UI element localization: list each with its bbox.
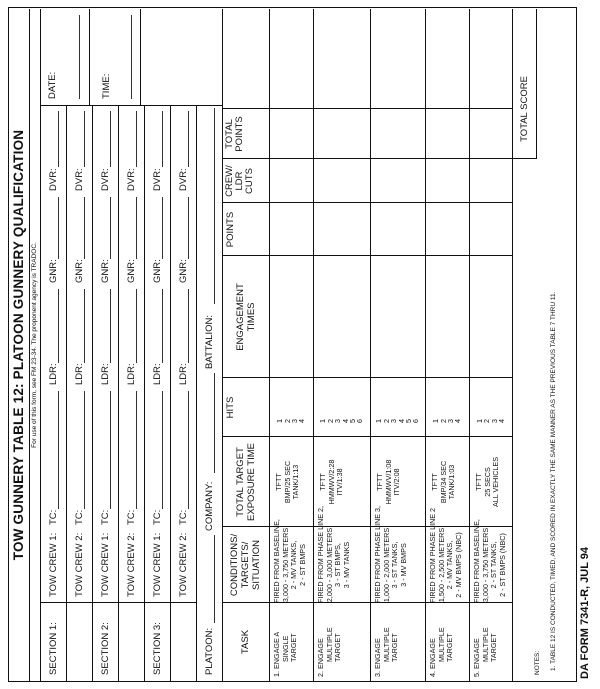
rule-line (222, 9, 223, 681)
exposure-time-text: 25 SECS (482, 467, 492, 497)
hit-number: 2 (282, 419, 292, 423)
hit-number: 3 (489, 419, 499, 423)
ldr-label: LDR: (74, 363, 85, 385)
company-label: COMPANY: (204, 481, 215, 531)
hit-number: 1 (318, 419, 328, 423)
form-subtitle: For use of this form, see FM 23-34. The proponent agency is TRADOC. (31, 242, 38, 448)
task-description: TARGET (289, 633, 299, 662)
exposure-time-text: BMP/34 SEC (438, 460, 448, 504)
dvr-label: DVR: (74, 168, 85, 191)
conditions-text: 2 - MV TANKS, (445, 540, 455, 590)
rule-line (89, 9, 90, 106)
exposure-time-text: TFTT (274, 473, 283, 491)
task-description: TARGET (445, 633, 455, 662)
crew-ldr-cuts-header: CUTS (244, 168, 255, 194)
conditions-text: 2,000 - 3,000 METERS (324, 527, 334, 603)
dvr-label: DVR: (152, 168, 163, 191)
ldr-field[interactable] (58, 289, 59, 363)
hit-number: 2 (482, 419, 492, 423)
tc-label: TC: (48, 509, 59, 525)
dvr-field[interactable] (110, 111, 111, 167)
task-description: MULTIPLE (480, 627, 490, 662)
rule-line (512, 158, 536, 159)
platoon-field[interactable] (214, 535, 215, 623)
gnr-label: GNR: (48, 259, 59, 283)
tow-crew-label: TOW CREW 2: (178, 532, 189, 597)
exposure-time-text: ITV/1:38 (335, 468, 345, 496)
section-label: SECTION 3: (152, 622, 163, 675)
conditions-text: FIRED FROM PHASE LINE 3, (373, 505, 382, 603)
gnr-label: GNR: (100, 259, 111, 283)
tc-label: TC: (74, 509, 85, 525)
conditions-text: 2 - ST TANKS, (489, 541, 499, 589)
hit-number: 4 (453, 419, 463, 423)
ldr-label: LDR: (178, 363, 189, 385)
hit-number: 1 (474, 419, 484, 423)
exposure-time-text: TFTT (318, 473, 327, 491)
conditions-text: 3 - ST TANKS, (390, 541, 400, 589)
hit-number: 4 (340, 419, 350, 423)
conditions-text: 2 - ST BMPS (297, 544, 307, 586)
battalion-label: BATTALION: (204, 314, 215, 369)
gunnery-qualification-form (8, 7, 577, 682)
crew-ldr-cuts-header: LDR (234, 171, 245, 191)
task-description: 4. ENGAGE (428, 638, 437, 677)
gnr-label: GNR: (74, 259, 85, 283)
ldr-label: LDR: (48, 363, 59, 385)
ldr-label: LDR: (100, 363, 111, 385)
conditions-text: 1,000 - 2,000 METERS (381, 527, 391, 603)
rule-line (140, 9, 141, 106)
exposure-time-text: HMMWV/2:28 (326, 459, 336, 505)
conditions-text: 2 - ST BMPS (NBC) (497, 533, 507, 597)
hit-number: 3 (446, 419, 455, 423)
conditions-text: 3 - MV TANKS (341, 541, 351, 589)
rule-line (370, 9, 371, 681)
gnr-field[interactable] (188, 197, 189, 259)
tow-crew-label: TOW CREW 2: (126, 532, 137, 597)
dvr-field[interactable] (58, 111, 59, 167)
total-points-header: TOTAL (224, 119, 235, 149)
rule-line (269, 9, 270, 681)
task-description: MULTIPLE (436, 627, 446, 662)
tc-field[interactable] (188, 391, 189, 509)
exposure-time-text: TFTT (474, 473, 483, 491)
hit-number: 3 (290, 419, 299, 423)
exposure-time-text: TFTT (430, 473, 439, 491)
hits-header: HITS (225, 396, 236, 419)
task-description: 5. ENGAGE (472, 638, 481, 677)
ldr-field[interactable] (188, 289, 189, 363)
notes-label: NOTES: (534, 650, 541, 675)
conditions-text: FIRED FROM BASELINE, (272, 519, 281, 603)
exposure-time-text: ITV/2:08 (392, 468, 402, 496)
hit-number: 1 (275, 419, 285, 423)
rule-line (118, 106, 119, 681)
hit-number: 5 (347, 419, 357, 423)
conditions-text: 2 - MV TANKS, (289, 540, 299, 590)
hit-number: 6 (411, 419, 421, 423)
conditions-text: FIRED FROM PHASE LINE 2 (428, 507, 437, 603)
dvr-label: DVR: (178, 168, 189, 191)
rule-line (469, 9, 470, 681)
rule-line (536, 9, 537, 159)
ldr-label: LDR: (126, 363, 137, 385)
conditions-text: 3,000 - 3,750 METERS (280, 527, 290, 603)
dvr-field[interactable] (188, 111, 189, 167)
total-points-header: POINTS (234, 116, 245, 152)
date-label: DATE: (47, 71, 58, 99)
form-number-footer: DA FORM 7341-R, JUL 94 (579, 546, 591, 679)
ldr-field[interactable] (110, 289, 111, 363)
hit-number: 4 (496, 419, 506, 423)
total-score-label: TOTAL SCORE (519, 76, 530, 142)
conditions-header: CONDITIONS/ (229, 533, 240, 597)
ldr-field[interactable] (162, 289, 163, 363)
task-header: TASK (240, 629, 251, 655)
hit-number: 2 (381, 419, 391, 423)
hit-number: 1 (431, 419, 441, 423)
hit-number: 2 (438, 419, 448, 423)
task-description: SINGLE (280, 635, 290, 662)
conditions-text: 3 - ST BMPS, (333, 543, 343, 587)
task-description: 3. ENGAGE (373, 638, 382, 677)
rule-line (196, 106, 197, 681)
exposure-time-text: TANK/1:03 (447, 464, 457, 500)
gnr-field[interactable] (84, 197, 85, 259)
rule-line (66, 106, 67, 681)
hit-number: 6 (355, 419, 365, 423)
gnr-field[interactable] (136, 197, 137, 259)
exposure-time-header: TOTAL TARGET (234, 447, 246, 517)
exposure-time-text: HMMWV/1:08 (383, 459, 393, 505)
task-description: 2. ENGAGE (316, 638, 325, 677)
dvr-label: DVR: (100, 168, 111, 191)
dvr-label: DVR: (126, 168, 137, 191)
hit-number: 3 (333, 419, 343, 423)
platoon-label: PLATOON: (204, 627, 215, 675)
rule-line (512, 9, 513, 681)
tc-label: TC: (126, 509, 137, 525)
hit-number: 5 (403, 419, 413, 423)
tow-crew-label: TOW CREW 1: (100, 532, 111, 597)
tow-crew-label: TOW CREW 2: (74, 532, 85, 597)
form-title: TOW GUNNERY TABLE 12: PLATOON GUNNERY QUALIFICATION (11, 129, 26, 561)
conditions-text: 1,500 - 2,500 METERS (436, 527, 446, 603)
tc-label: TC: (100, 509, 111, 525)
exposure-time-text: TANK/1:13 (291, 464, 301, 500)
task-description: TARGET (489, 633, 499, 662)
engagement-times-header: TIMES (245, 302, 257, 332)
time-field[interactable] (131, 15, 132, 99)
section-label: SECTION 2: (100, 622, 111, 675)
company-field[interactable] (214, 373, 215, 473)
tc-field[interactable] (84, 391, 85, 509)
tc-field[interactable] (58, 391, 59, 509)
conditions-text: FIRED FROM PHASE LINE 2, (316, 505, 325, 603)
note-1: 1. TABLE 12 IS CONDUCTED, TIMED, AND SCORED IN EXACTLY THE SAME MANNER AS THE PREVIOUS TABLE 7 THRU 11. (550, 291, 557, 671)
rule-line (170, 106, 171, 681)
ldr-field[interactable] (136, 289, 137, 363)
ldr-field[interactable] (84, 289, 85, 363)
conditions-header: SITUATION (251, 540, 262, 590)
tc-field[interactable] (162, 391, 163, 509)
rule-line (313, 9, 314, 681)
task-description: 1. ENGAGE A (272, 631, 281, 677)
tc-label: TC: (178, 509, 189, 525)
dvr-field[interactable] (84, 111, 85, 167)
rule-line (144, 106, 145, 681)
conditions-text: FIRED FROM BASELINE, (472, 519, 481, 603)
hit-number: 4 (396, 419, 406, 423)
hit-number: 1 (374, 419, 384, 423)
section-label: SECTION 1: (48, 622, 59, 675)
task-description: TARGET (333, 633, 343, 662)
crew-ldr-cuts-header: CREW/ (224, 165, 235, 197)
engagement-times-header: ENGAGEMENT (234, 283, 246, 351)
ldr-label: LDR: (152, 363, 163, 385)
time-label: TIME: (101, 73, 112, 99)
tc-field[interactable] (110, 391, 111, 509)
hit-number: 4 (297, 419, 307, 423)
rule-line (40, 105, 222, 106)
task-description: TARGET (390, 633, 400, 662)
task-description: MULTIPLE (324, 627, 334, 662)
hit-number: 3 (389, 419, 399, 423)
conditions-header: TARGETS/ (240, 541, 251, 589)
exposure-time-text: TFTT (375, 473, 384, 491)
dvr-field[interactable] (162, 111, 163, 167)
tow-crew-label: TOW CREW 1: (48, 532, 59, 597)
gnr-field[interactable] (110, 197, 111, 259)
points-header: POINTS (225, 211, 236, 248)
task-description: MULTIPLE (381, 627, 391, 662)
date-field[interactable] (79, 15, 80, 99)
rule-line (425, 9, 426, 681)
rule-line (29, 9, 30, 681)
conditions-text: 3 - MV BMPS (398, 543, 408, 587)
rule-line (40, 9, 41, 681)
dvr-label: DVR: (48, 168, 59, 191)
battalion-field[interactable] (214, 108, 215, 304)
conditions-text: 3,000 - 3,750 METERS (480, 527, 490, 603)
gnr-label: GNR: (126, 259, 137, 283)
tow-crew-label: TOW CREW 1: (152, 532, 163, 597)
exposure-time-header: EXPOSURE TIME (245, 443, 257, 521)
gnr-label: GNR: (178, 259, 189, 283)
exposure-time-text: BMP/25 SEC (282, 460, 292, 504)
conditions-text: 2 - MV BMPS (NBC) (453, 532, 463, 598)
gnr-label: GNR: (152, 259, 163, 283)
rule-line (92, 106, 93, 681)
exposure-time-text: ALL VEHICLES (491, 456, 501, 508)
tc-field[interactable] (136, 391, 137, 509)
gnr-field[interactable] (58, 197, 59, 259)
gnr-field[interactable] (162, 197, 163, 259)
tc-label: TC: (152, 509, 163, 525)
hit-number: 2 (325, 419, 335, 423)
dvr-field[interactable] (136, 111, 137, 167)
